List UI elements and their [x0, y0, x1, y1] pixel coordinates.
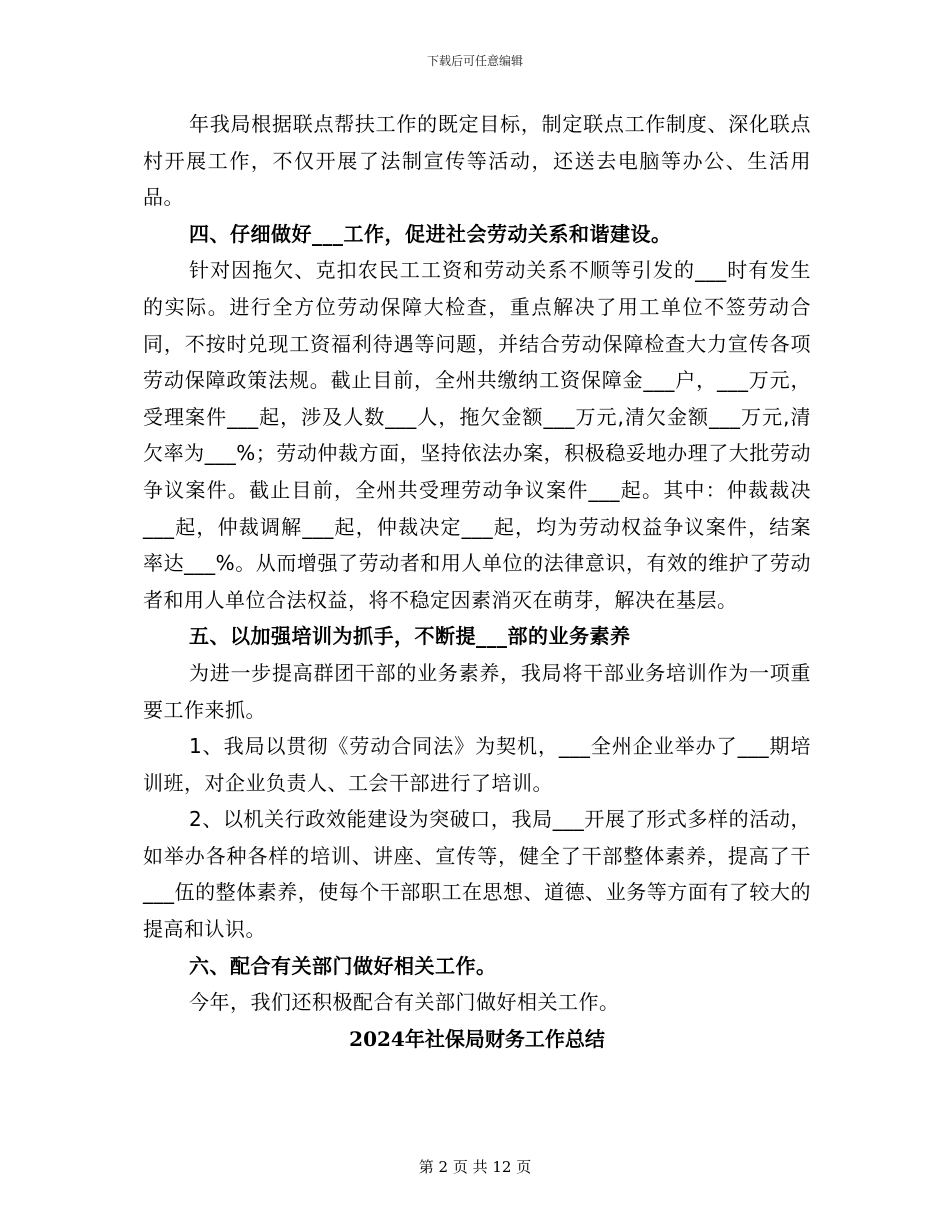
- paragraph-intro: 年我局根据联点帮扶工作的既定目标，制定联点工作制度、深化联点村开展工作，不仅开展了法制宣传等活动，还送去电脑等办公、生活用品。: [143, 112, 811, 210]
- paragraph-labor-relations: 针对因拖欠、克扣农民工工资和劳动关系不顺等引发的___时有发生的实际。进行全方位劳动保障大检查，重点解决了用工单位不签劳动合同，不按时兑现工资福利待遇等问题，并结合劳动保障检查大力宣传各项劳动保障政策法规。截止目前，全州共缴纳工资保障金___户，___万元，受理案件___起，涉及人数___人，拖欠金额___万元,清欠金额___万元,清欠率为___%；劳动仲裁方面，坚持依法办案，积极稳妥地办理了大批劳动争议案件。截止目前，全州共受理劳动争议案件___起。其中：仲裁裁决___起，仲裁调解___起，仲裁决定___起，均为劳动权益争议案件，结案率达___%。从而增强了劳动者和用人单位的法律意识，有效的维护了劳动者和用人单位合法权益，将不稳定因素消灭在萌芽，解决在基层。: [143, 258, 811, 612]
- document-body: [143, 106, 811, 1057]
- paragraph-cooperation: 今年，我们还积极配合有关部门做好相关工作。: [189, 990, 620, 1015]
- page-number: 第 2 页 共 12 页: [418, 1158, 532, 1176]
- section-heading-4: 四、仔细做好___工作，促进社会劳动关系和谐建设。: [189, 221, 672, 246]
- paragraph-training-intro: 为进一步提高群团干部的业务素养，我局将干部业务培训作为一项重要工作来抓。: [143, 660, 811, 722]
- document-title: 2024年社保局财务工作总结: [349, 1026, 605, 1051]
- section-heading-6: 六、配合有关部门做好相关工作。: [189, 953, 497, 978]
- paragraph-training-item-2: 2、以机关行政效能建设为突破口，我局___开展了形式多样的活动，如举办各种各样的培训、讲座、宣传等，健全了干部整体素养，提高了干___伍的整体素养，使每个干部职工在思想、道德、业务等方面有了较大的提高和认识。: [143, 807, 811, 942]
- section-heading-5: 五、以加强培训为抓手，不断提___部的业务素养: [189, 624, 631, 649]
- paragraph-training-item-1: 1、我局以贯彻《劳动合同法》为契机，___全州企业举办了___期培训班，对企业负责人、工会干部进行了培训。: [143, 734, 811, 795]
- page-header: 下载后可任意编辑: [426, 54, 523, 68]
